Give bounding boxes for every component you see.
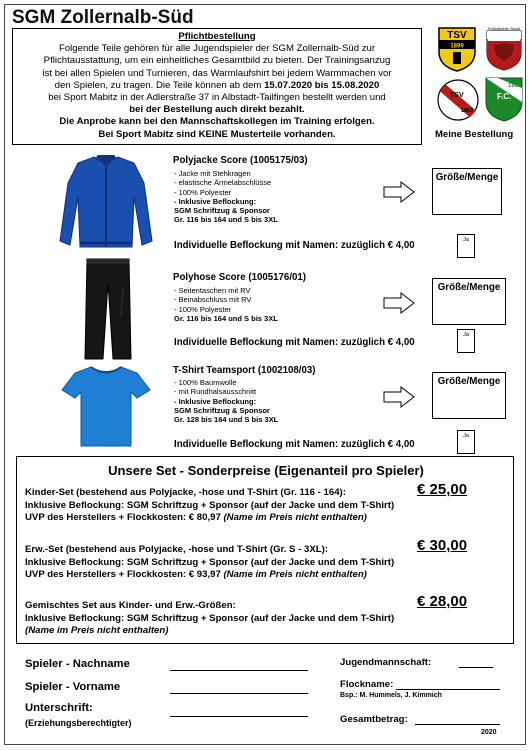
erw-set [25, 544, 394, 582]
notice-text-7: Die Anprobe kann bei den Mannschaftskollegen im Training erfolgen. [59, 116, 375, 128]
kinder-set-note: (Name im Preis nicht enthalten) [223, 512, 367, 523]
kinder-set [25, 487, 394, 525]
mixed-set-line-1: Gemischtes Set aus Kinder- und Erw.-Größen: [25, 600, 236, 611]
notice-text-5: bei Sport Mabitz in der Adlerstraße 37 in Albstadt-Tailfingen bestellt werden und [48, 92, 386, 104]
fc-logo-year: 1957 [508, 83, 522, 89]
feature-line: - 100% Polyester [174, 187, 232, 197]
name-print-checkbox-jacket[interactable]: Ja [457, 234, 475, 258]
feature-line: - Beinabschluss mit RV [174, 295, 252, 305]
product-title-tshirt: T-Shirt Teamsport (1002108/03) [173, 365, 316, 376]
feature-line: - Inklusive Beflockung: [174, 196, 257, 206]
feature-line: - 100% Baumwolle [174, 378, 237, 387]
tsv2-logo-year: 1863 [461, 108, 474, 114]
tsv-logo-text: TSV [447, 30, 467, 41]
feature-line: - elastische Ärmelabschlüsse [174, 178, 272, 188]
feature-line: - Seitentaschen mit RV [174, 286, 251, 295]
arrow-right-icon [383, 386, 415, 408]
signature-field[interactable] [170, 716, 308, 717]
kinder-set-line-1: Kinder-Set (bestehend aus Polyjacke, -hose und T-Shirt (Gr. 116 - 164): [25, 487, 346, 498]
product-features-jacket [174, 169, 278, 225]
feature-line: - 100% Polyester [174, 304, 232, 314]
set-prices-box [16, 456, 514, 644]
mixed-set-note: (Name im Preis nicht enthalten) [25, 625, 169, 636]
pants-image [83, 257, 133, 363]
print-name-field[interactable] [396, 689, 500, 690]
footer-year: 2020 [481, 729, 497, 736]
feature-line: Gr. 128 bis 164 und S bis 3XL [174, 415, 279, 425]
individual-print-tshirt: Individuelle Beflockung mit Namen: zuzüglich € 4,00 [174, 439, 415, 450]
notice-text-3: ist bei allen Spielen und Turnieren, das Warmlaufshirt bei jedem Warmmachen vor [42, 67, 392, 79]
order-column-heading: Meine Bestellung [435, 129, 514, 140]
mixed-set [25, 600, 394, 638]
kinder-set-uvp: UVP des Herstellers + Flockkosten: € 80,97 [25, 512, 221, 523]
order-period: 15.07.2020 bis 15.08.2020 [264, 79, 380, 91]
product-title-pants: Polyhose Score (1005176/01) [173, 272, 307, 283]
tsv-1863-logo [437, 78, 479, 122]
feature-line: SGM Schriftzug & Sponsor [174, 405, 270, 415]
signature-sublabel: (Erziehungsberechtigter) [25, 718, 132, 728]
wappen-logo-text: Fußballverein Schalt [488, 27, 520, 31]
individual-print-jacket: Individuelle Beflockung mit Namen: zuzüglich € 4,00 [174, 240, 415, 251]
tshirt-image [61, 364, 151, 448]
tsv2-logo-text: TSV [450, 92, 464, 99]
feature-line: Gr. 116 bis 164 und S bis 3XL [174, 313, 278, 323]
total-amount-field[interactable] [415, 724, 500, 725]
notice-text-2: Pflichtausstattung, um ein einheitliches Gesamtbild zu bieten. Der Trainingsanzug [43, 55, 391, 67]
individual-print-pants: Individuelle Beflockung mit Namen: zuzüglich € 4,00 [174, 337, 415, 348]
notice-text-4a: den Spielen, zu tragen. Die Teile können ab dem [54, 79, 262, 91]
youth-team-label: Jugendmannschaft: [340, 657, 432, 668]
jacket-image [58, 153, 154, 251]
product-features-pants [174, 286, 278, 323]
player-firstname-field[interactable] [170, 693, 308, 694]
print-name-example: Bsp.: M. Hummels, J. Kimmich [340, 692, 442, 699]
erw-set-uvp: UVP des Herstellers + Flockkosten: € 93,97 [25, 569, 221, 580]
arrow-right-icon [383, 292, 415, 314]
player-firstname-label: Spieler - Vorname [25, 681, 121, 693]
feature-line: - Inklusive Beflockung: [174, 396, 257, 406]
set-prices-title: Unsere Set - Sonderpreise (Eigenanteil pro Spieler) [108, 463, 424, 478]
erw-set-note: (Name im Preis nicht enthalten) [223, 569, 367, 580]
feature-line: SGM Schriftzug & Sponsor [174, 206, 270, 216]
name-print-checkbox-pants[interactable]: Ja [457, 329, 475, 353]
erw-set-price: € 30,00 [417, 537, 468, 554]
wappen-logo [484, 25, 524, 71]
mixed-set-price: € 28,00 [417, 593, 468, 610]
mixed-set-line-2: Inklusive Beflockung: SGM Schriftzug + Sponsor (auf der Jacke und dem T-Shirt) [25, 612, 395, 624]
player-lastname-label: Spieler - Nachname [25, 658, 130, 670]
fc-1957-logo [484, 76, 524, 122]
total-amount-label: Gesamtbetrag: [340, 714, 408, 725]
player-lastname-field[interactable] [170, 670, 308, 671]
print-name-label: Flockname: [340, 679, 394, 690]
name-print-checkbox-tshirt[interactable]: Ja [457, 430, 475, 454]
size-quantity-field-tshirt[interactable]: Größe/Menge [432, 372, 506, 419]
kinder-set-line-2: Inklusive Beflockung: SGM Schriftzug + Sponsor (auf der Jacke und dem T-Shirt) [25, 499, 395, 511]
notice-text-1: Folgende Teile gehören für alle Jugendspieler der SGM Zollernalb-Süd zur [58, 43, 376, 55]
kinder-set-price: € 25,00 [417, 481, 468, 498]
feature-line: - mit Rundhalsausschnitt [174, 387, 257, 397]
signature-label: Unterschrift: [25, 702, 93, 714]
notice-text-4 [18, 80, 416, 92]
fc-logo-text: F.C. [497, 92, 512, 101]
youth-team-field[interactable] [459, 667, 493, 668]
tsv-1899-logo [437, 26, 477, 72]
arrow-right-icon [383, 181, 415, 203]
erw-set-line-3 [25, 569, 394, 582]
size-quantity-field-pants[interactable]: Größe/Menge [432, 278, 506, 325]
notice-title: Pflichtbestellung [178, 31, 256, 42]
product-title-jacket: Polyjacke Score (1005175/03) [173, 155, 308, 166]
feature-line: - Jacke mit Stehkragen [174, 169, 251, 178]
feature-line: Gr. 116 bis 164 und S bis 3XL [174, 215, 278, 225]
notice-text-8: Bei Sport Mabitz sind KEINE Musterteile vorhanden. [98, 128, 336, 140]
page-title: SGM Zollernalb-Süd [12, 7, 194, 28]
size-quantity-field-jacket[interactable]: Größe/Menge [432, 168, 502, 215]
kinder-set-line-3 [25, 512, 394, 525]
notice-text-6: bei der Bestellung auch direkt bezahlt. [129, 104, 305, 116]
product-features-tshirt [174, 378, 278, 424]
tsv-logo-year: 1899 [450, 43, 464, 50]
erw-set-line-1: Erw.-Set (bestehend aus Polyjacke, -hose und T-Shirt (Gr. S - 3XL): [25, 544, 328, 555]
notice-box [12, 28, 422, 145]
erw-set-line-2: Inklusive Beflockung: SGM Schriftzug + Sponsor (auf der Jacke und dem T-Shirt) [25, 556, 395, 568]
